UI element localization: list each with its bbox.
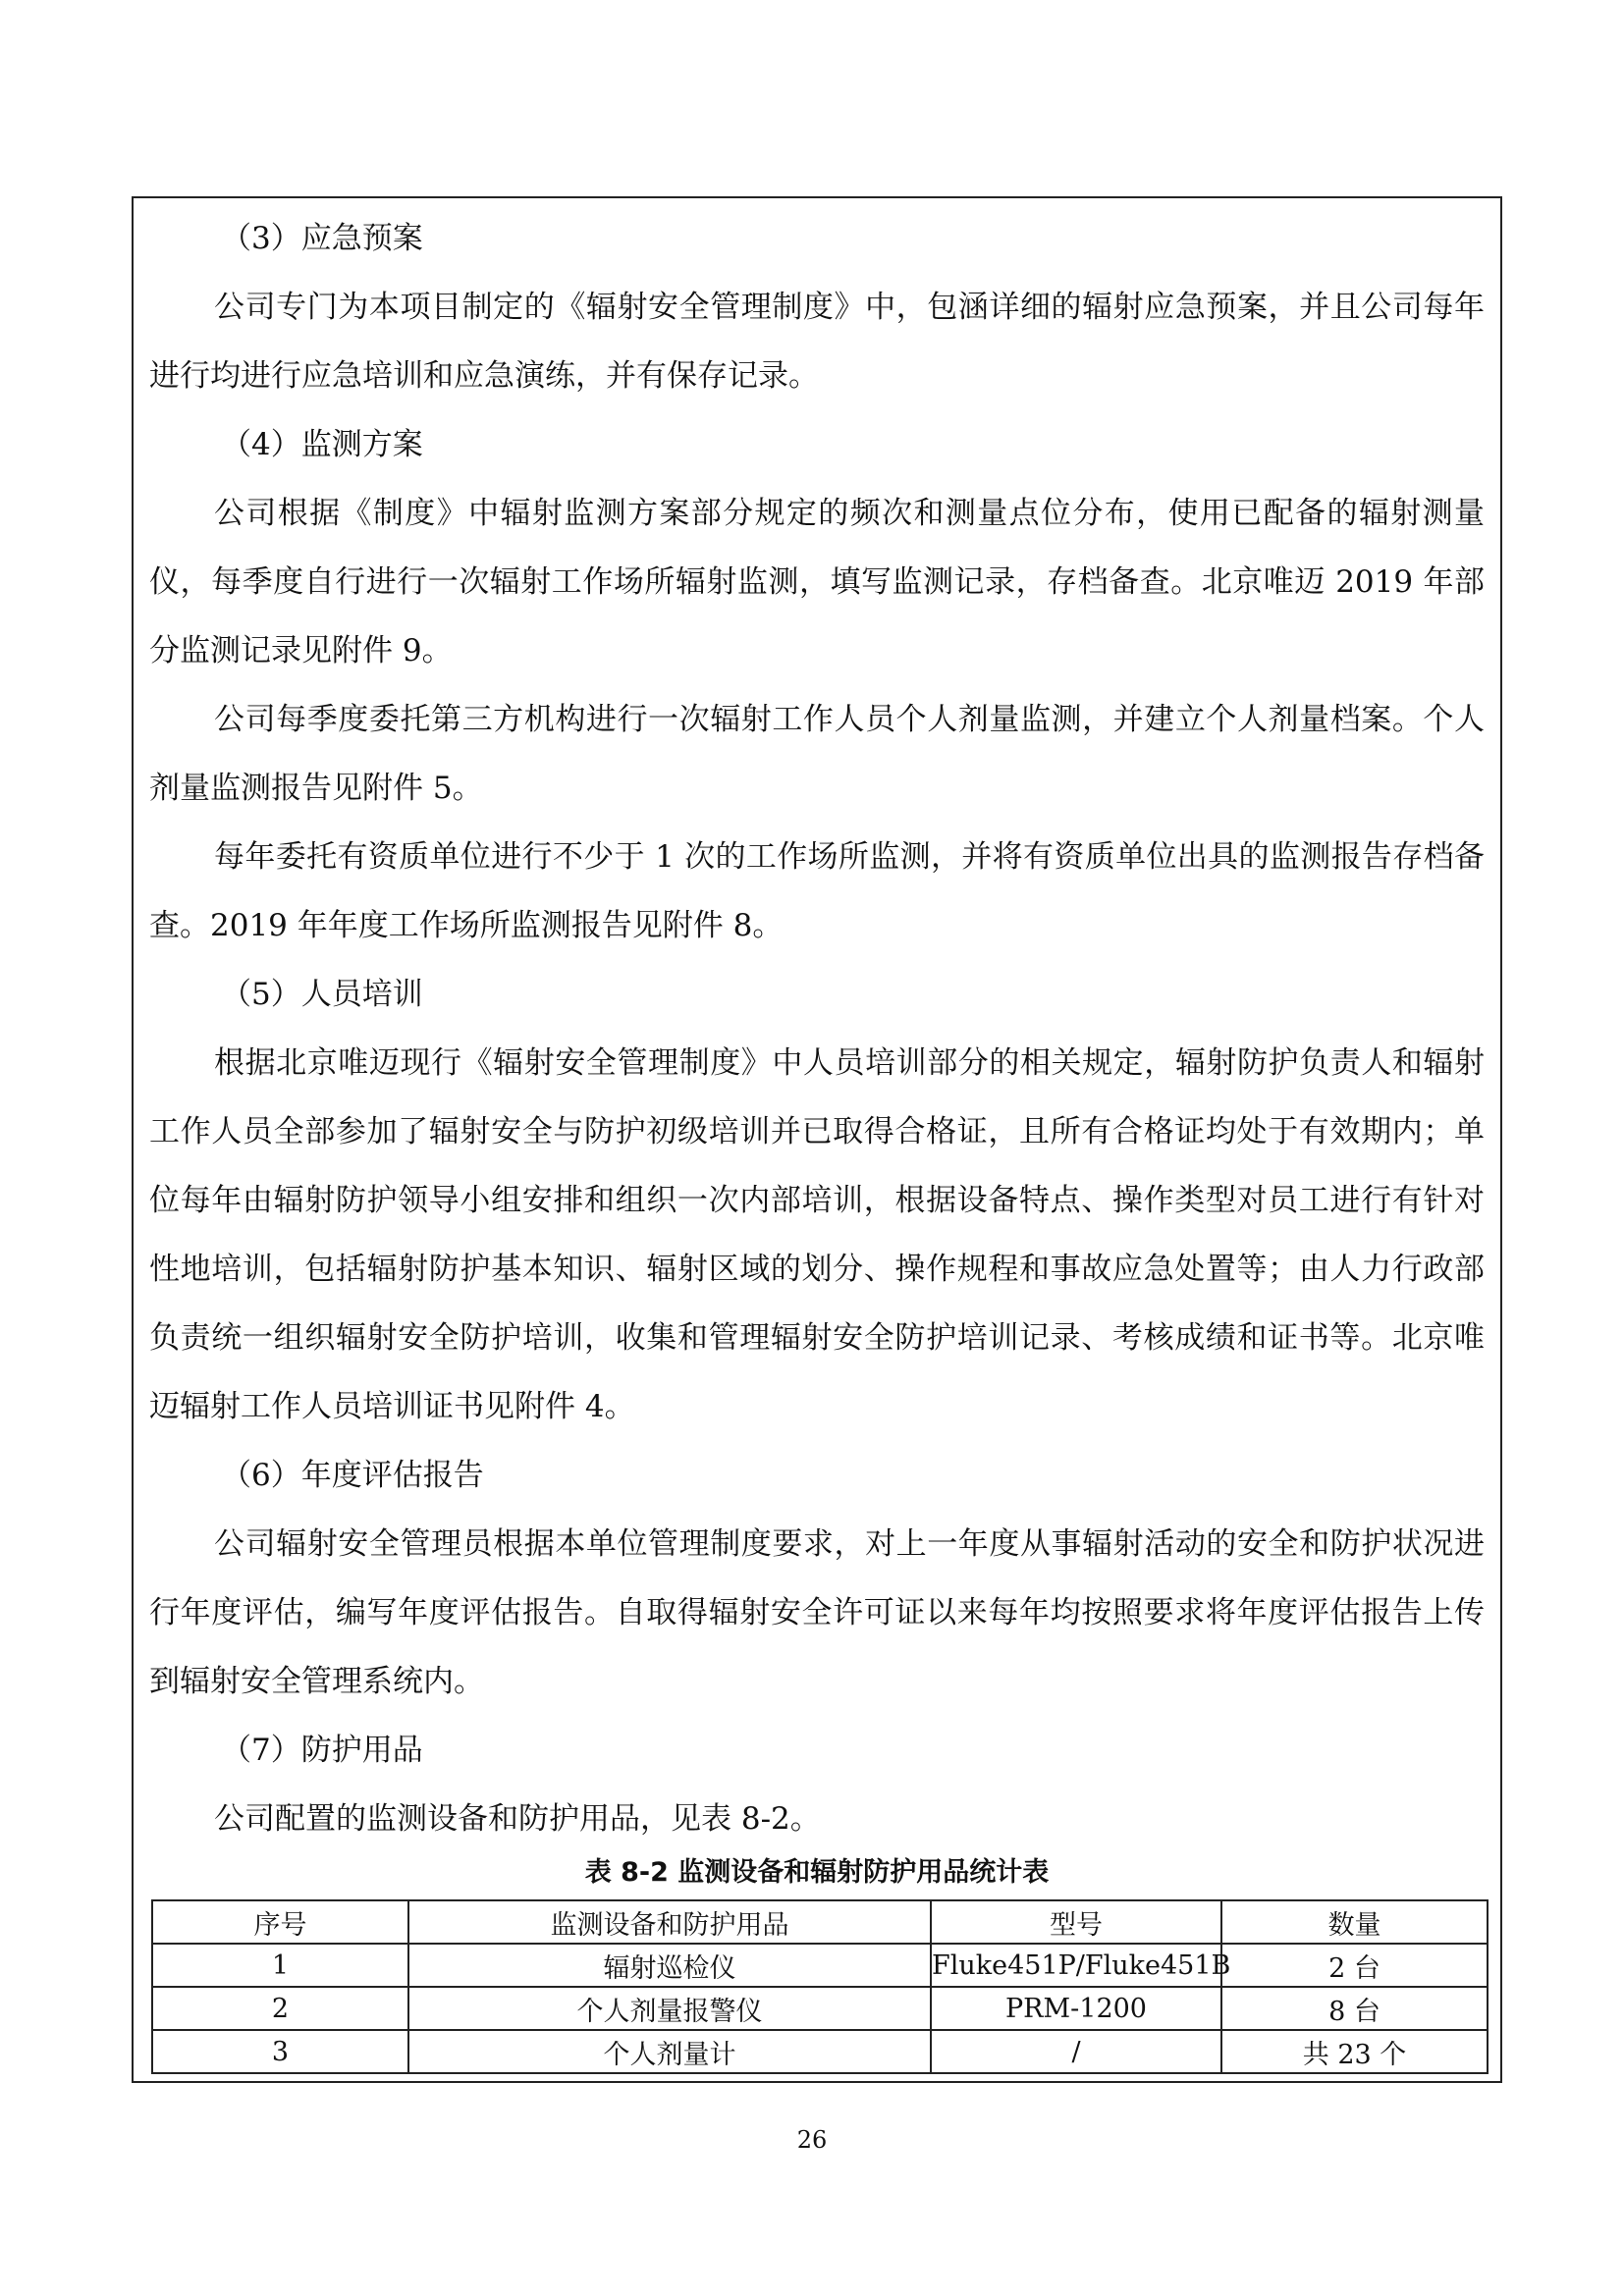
paragraph: 公司辐射安全管理员根据本单位管理制度要求，对上一年度从事辐射活动的安全和防护状况进行年度评估，编写年度评估报告。自取得辐射安全许可证以来每年均按照要求将年度评估报告上传到辐射安全管理系统内。 xyxy=(149,1526,1485,1699)
page-number: 26 xyxy=(796,2126,828,2154)
table-cell: 个人剂量报警仪 xyxy=(408,1987,931,2030)
table-cell: 1 xyxy=(152,1944,408,1987)
table-cell: 2 xyxy=(152,1987,408,2030)
paragraph: 公司配置的监测设备和防护用品，见表 8-2。 xyxy=(214,1801,821,1837)
paragraph: 公司专门为本项目制定的《辐射安全管理制度》中，包涵详细的辐射应急预案，并且公司每年进行均进行应急培训和应急演练，并有保存记录。 xyxy=(149,290,1485,394)
table-row xyxy=(152,1944,1488,1987)
section-heading-emergency-plan: （3）应急预案 xyxy=(221,221,423,256)
table-header-cell: 型号 xyxy=(931,1900,1221,1944)
document-body xyxy=(149,204,1485,1853)
table-row xyxy=(152,2030,1488,2073)
section-heading-staff-training: （5）人员培训 xyxy=(221,977,423,1012)
table-caption: 表 8-2 监测设备和辐射防护用品统计表 xyxy=(584,1857,1050,1888)
table-header-cell: 监测设备和防护用品 xyxy=(408,1900,931,1944)
section-heading-monitoring-plan: （4）监测方案 xyxy=(221,427,423,462)
section-heading-annual-report: （6）年度评估报告 xyxy=(221,1458,484,1493)
paragraph: 每年委托有资质单位进行不少于 1 次的工作场所监测，并将有资质单位出具的监测报告存档备查。2019 年年度工作场所监测报告见附件 8。 xyxy=(149,839,1485,943)
table-header-cell: 数量 xyxy=(1221,1900,1488,1944)
table-cell: 共 23 个 xyxy=(1221,2030,1488,2073)
table-header-cell: 序号 xyxy=(152,1900,408,1944)
table-cell: PRM-1200 xyxy=(931,1987,1221,2030)
table-cell: Fluke451P/Fluke451B xyxy=(931,1944,1221,1987)
paragraph: 公司每季度委托第三方机构进行一次辐射工作人员个人剂量监测，并建立个人剂量档案。个人剂量监测报告见附件 5。 xyxy=(149,702,1485,806)
table-cell: 2 台 xyxy=(1221,1944,1488,1987)
table-cell: 辐射巡检仪 xyxy=(408,1944,931,1987)
paragraph: 根据北京唯迈现行《辐射安全管理制度》中人员培训部分的相关规定，辐射防护负责人和辐射工作人员全部参加了辐射安全与防护初级培训并已取得合格证，且所有合格证均处于有效期内；单位每年由辐射防护领导小组安排和组织一次内部培训，根据设备特点、操作类型对员工进行有针对性地培训，包括辐射防护基本知识、辐射区域的划分、操作规程和事故应急处置等；由人力行政部负责统一组织辐射安全防护培训，收集和管理辐射安全防护培训记录、考核成绩和证书等。北京唯迈辐射工作人员培训证书见附件 4。 xyxy=(149,1045,1485,1424)
table-cell: / xyxy=(931,2030,1221,2073)
paragraph: 公司根据《制度》中辐射监测方案部分规定的频次和测量点位分布，使用已配备的辐射测量仪，每季度自行进行一次辐射工作场所辐射监测，填写监测记录，存档备查。北京唯迈 2019 年部分监测记录见附件 9。 xyxy=(149,496,1485,668)
table-cell: 个人剂量计 xyxy=(408,2030,931,2073)
table-cell: 8 台 xyxy=(1221,1987,1488,2030)
section-heading-protective-equipment: （7）防护用品 xyxy=(221,1733,423,1768)
table-header-row xyxy=(152,1900,1488,1944)
equipment-table xyxy=(151,1899,1489,2074)
table-cell: 3 xyxy=(152,2030,408,2073)
table-row xyxy=(152,1987,1488,2030)
